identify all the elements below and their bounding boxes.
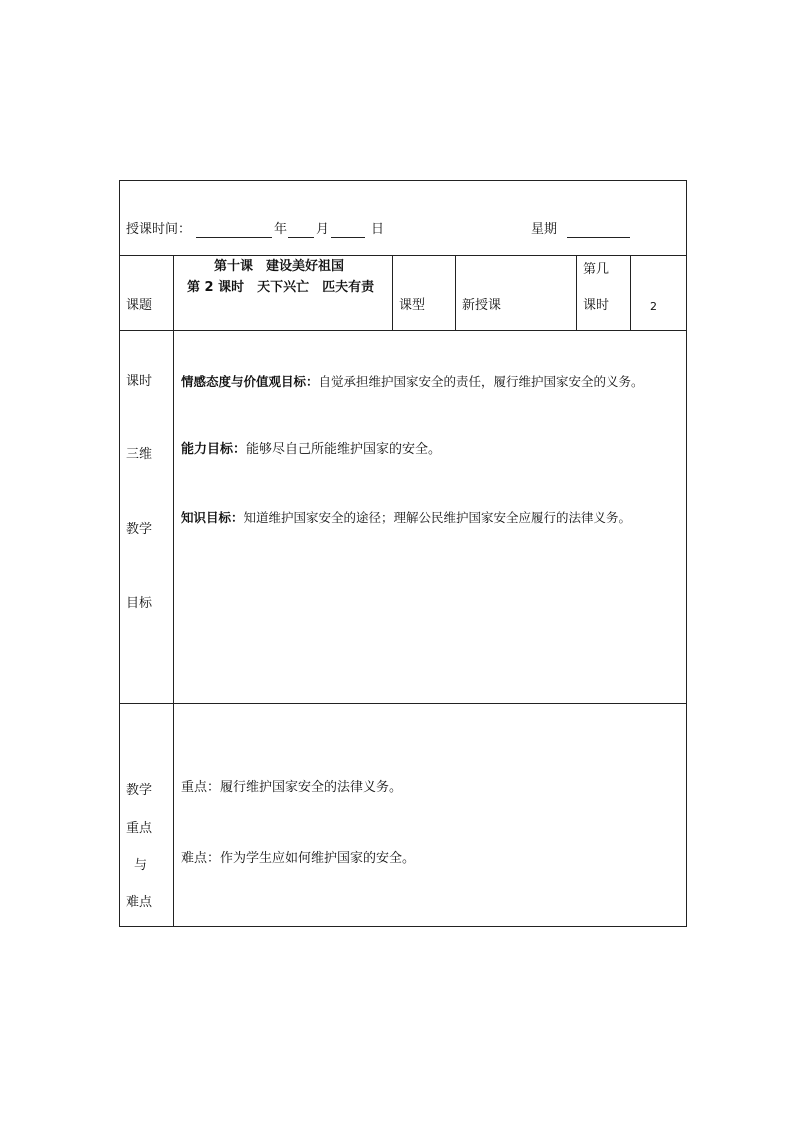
lesson-type-label: 课型	[399, 298, 426, 313]
table-border-header-bottom	[119, 255, 687, 256]
day-label: 日	[371, 222, 385, 237]
key-focus: 重点：履行维护国家安全的法律义务。	[181, 780, 403, 795]
month-label: 月	[316, 222, 330, 237]
topic-divider-3	[576, 255, 577, 330]
day-blank	[331, 237, 365, 238]
lesson-title-line1: 第十课 建设美好祖国	[214, 259, 345, 274]
weekday-blank	[567, 237, 630, 238]
keypoints-label-3: 与	[134, 858, 148, 873]
key-difficulty: 难点：作为学生应如何维护国家的安全。	[181, 851, 416, 866]
keypoints-label-1: 教学	[126, 783, 153, 798]
objectives-label-3: 教学	[126, 522, 153, 537]
table-border-topic-bottom	[119, 330, 687, 331]
keypoints-label-2: 重点	[126, 821, 153, 836]
date-label: 授课时间：	[126, 222, 192, 237]
keypoints-label-4: 难点	[126, 895, 153, 910]
lesson-type-value: 新授课	[462, 298, 502, 313]
period-value: 2	[650, 300, 657, 313]
objectives-label-1: 课时	[126, 374, 153, 389]
objectives-label-4: 目标	[126, 596, 153, 611]
objective-ability	[181, 442, 441, 458]
period-label-1: 第几	[583, 262, 610, 277]
objective-attitude-text: 自觉承担维护国家安全的责任，履行维护国家安全的义务。	[318, 374, 644, 389]
table-border-top	[119, 180, 687, 181]
objective-knowledge-head: 知识目标：	[181, 510, 244, 525]
topic-divider-1	[392, 255, 393, 330]
table-border-left	[119, 180, 120, 927]
topic-label: 课题	[126, 298, 153, 313]
table-column-divider	[173, 255, 174, 927]
table-border-objectives-bottom	[119, 703, 687, 704]
table-border-bottom	[119, 926, 687, 927]
objective-ability-text: 能够尽自己所能维护国家的安全。	[246, 442, 442, 457]
objective-knowledge	[181, 510, 631, 526]
objective-ability-head: 能力目标：	[181, 442, 247, 457]
objectives-label-2: 三维	[126, 447, 153, 462]
year-label: 年	[274, 222, 288, 237]
objective-attitude	[181, 374, 644, 390]
objective-knowledge-text: 知道维护国家安全的途径；理解公民维护国家安全应履行的法律义务。	[243, 510, 632, 525]
month-blank	[288, 237, 314, 238]
table-border-right	[686, 180, 687, 927]
weekday-label: 星期	[531, 222, 558, 237]
lesson-title-line2: 第 2 课时 天下兴亡 匹夫有责	[187, 280, 375, 295]
topic-divider-4	[630, 255, 631, 330]
year-blank	[196, 237, 272, 238]
period-label-2: 课时	[583, 298, 610, 313]
objective-attitude-head: 情感态度与价值观目标：	[181, 374, 319, 389]
topic-divider-2	[455, 255, 456, 330]
